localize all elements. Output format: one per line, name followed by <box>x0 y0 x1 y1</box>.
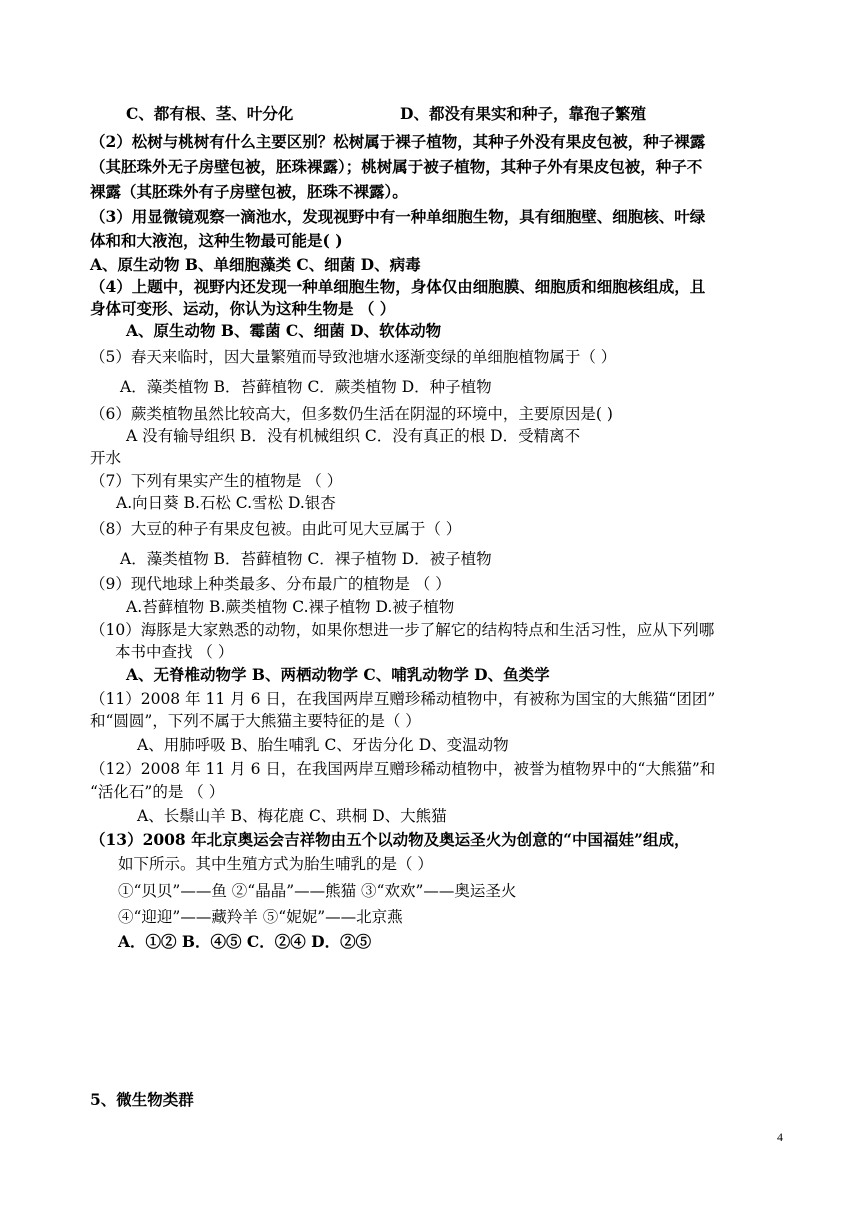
question-11-options: A、用肺呼吸 B、胎生哺乳 C、牙齿分化 D、变温动物 <box>137 736 509 754</box>
section-heading: 5、微生物类群 <box>90 1090 194 1109</box>
question-12-line-1: （12）2008 年 11 月 6 日，在我国两岸互赠珍稀动植物中，被誉为植物界中的“大熊猫”和 <box>90 760 716 778</box>
question-9-options: A.苔藓植物 B.蕨类植物 C.裸子植物 D.被子植物 <box>126 598 455 616</box>
question-13-line-2: 如下所示。其中生殖方式为胎生哺乳的是（ ） <box>118 855 433 873</box>
question-4-options: A、原生动物 B、霉菌 C、细菌 D、软体动物 <box>126 321 442 340</box>
question-2-line-2: （其胚珠外无子房壁包被，胚珠裸露）；桃树属于被子植物，其种子外有果皮包被，种子不 <box>90 157 703 176</box>
question-6-continuation: 开水 <box>90 449 122 467</box>
question-8-options: A．藻类植物 B．苔藓植物 C．裸子植物 D．被子植物 <box>120 550 492 568</box>
question-6-line: （6）蕨类植物虽然比较高大，但多数仍生活在阴湿的环境中，主要原因是( ) <box>90 405 613 423</box>
question-4-line-2: 身体可变形、运动，你认为这种生物是 （ ） <box>90 299 396 318</box>
question-7-line: （7）下列有果实产生的植物是 （ ） <box>90 472 343 490</box>
question-2-line-1: （2）松树与桃树有什么主要区别？松树属于裸子植物，其种子外没有果皮包被，种子裸露 <box>90 132 706 151</box>
question-3-options: A、原生动物 B、单细胞藻类 C、细菌 D、病毒 <box>90 255 421 274</box>
question-4-line-1: （4）上题中，视野内还发现一种单细胞生物，身体仅由细胞膜、细胞质和细胞核组成，且 <box>90 277 706 296</box>
question-8-line: （8）大豆的种子有果皮包被。由此可见大豆属于（ ） <box>90 520 462 538</box>
question-9-line: （9）现代地球上种类最多、分布最广的植物是 （ ） <box>90 575 451 593</box>
option-d-line: D、都没有果实和种子，靠孢子繁殖 <box>400 104 646 123</box>
question-11-line-1: （11）2008 年 11 月 6 日，在我国两岸互赠珍稀动植物中，有被称为国宝的大熊猫“团团” <box>90 690 716 708</box>
question-13-mascots-2: ④“迎迎”——藏羚羊 ⑤“妮妮”——北京燕 <box>118 908 403 926</box>
question-13-mascots-1: ①“贝贝”——鱼 ②“晶晶”——熊猫 ③“欢欢”——奥运圣火 <box>118 882 517 900</box>
question-10-options: A、无脊椎动物学 B、两栖动物学 C、哺乳动物学 D、鱼类学 <box>126 665 550 684</box>
question-2-line-3: 裸露（其胚珠外有子房壁包被，胚珠不裸露）。 <box>90 182 408 201</box>
question-5-line: （5）春天来临时，因大量繁殖而导致池塘水逐渐变绿的单细胞植物属于（ ） <box>90 348 617 366</box>
question-13-line-1: （13）2008 年北京奥运会吉祥物由五个以动物及奥运圣火为创意的“中国福娃”组成， <box>90 830 690 849</box>
question-12-options: A、长鬃山羊 B、梅花鹿 C、珙桐 D、大熊猫 <box>137 807 447 825</box>
question-6-options: A 没有输导组织 B．没有机械组织 C．没有真正的根 D．受精离不 <box>126 427 581 445</box>
question-10-line-1: （10）海豚是大家熟悉的动物，如果你想进一步了解它的结构特点和生活习性，应从下列哪 <box>90 621 715 639</box>
option-c-line: C、都有根、茎、叶分化 <box>126 104 294 123</box>
question-3-line-1: （3）用显微镜观察一滴池水，发现视野中有一种单细胞生物，具有细胞壁、细胞核、叶绿 <box>90 207 706 226</box>
question-3-line-2: 体和和大液泡，这种生物最可能是( ) <box>90 231 343 250</box>
question-13-options: A．①② B．④⑤ C．②④ D．②⑤ <box>118 932 372 951</box>
question-5-options: A．藻类植物 B．苔藓植物 C．蕨类植物 D．种子植物 <box>120 378 492 396</box>
page-number: 4 <box>777 1130 783 1144</box>
question-10-line-2: 本书中查找 （ ） <box>115 643 234 661</box>
question-11-line-2: 和“圆圆”，下列不属于大熊猫主要特征的是（ ） <box>90 712 421 730</box>
question-12-line-2: “活化石”的是 （ ） <box>90 783 225 801</box>
question-7-options: A.向日葵 B.石松 C.雪松 D.银杏 <box>116 494 336 512</box>
